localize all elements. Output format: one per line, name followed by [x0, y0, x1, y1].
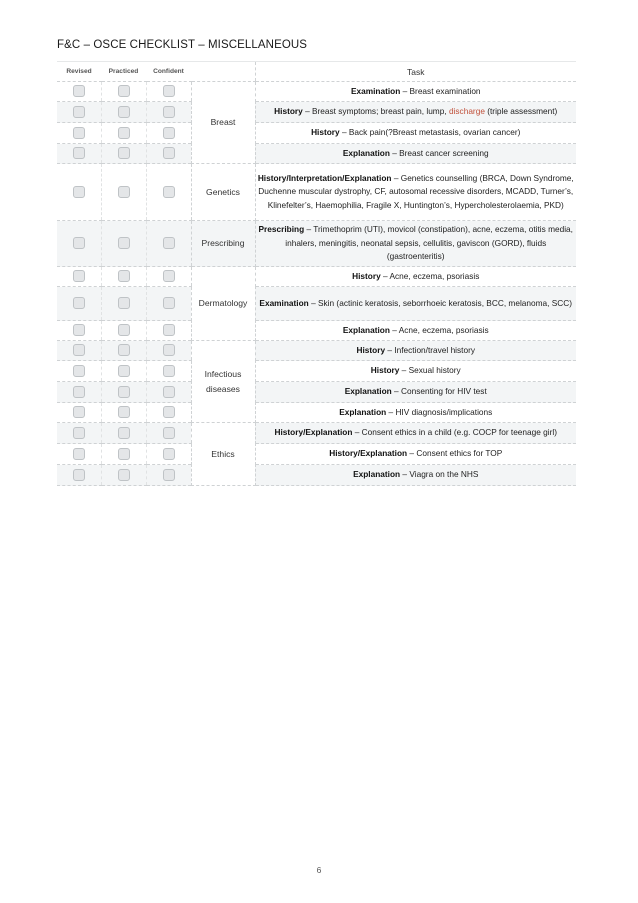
practiced-checkbox[interactable]	[118, 344, 130, 356]
table-row	[57, 221, 576, 267]
task-cell	[255, 382, 576, 403]
revised-checkbox[interactable]	[73, 237, 85, 249]
task-text: – Breast cancer screening	[389, 147, 489, 158]
task-type: History	[370, 365, 400, 376]
revised-checkbox[interactable]	[73, 106, 85, 118]
task-type: Examination	[350, 85, 401, 96]
page-number: 6	[316, 865, 322, 875]
task-cell	[255, 221, 576, 267]
table-row	[57, 287, 576, 321]
confident-checkbox[interactable]	[163, 469, 175, 481]
task-type: Explanation	[342, 147, 390, 158]
table-row	[57, 321, 576, 341]
confident-checkbox[interactable]	[163, 386, 175, 398]
confident-checkbox[interactable]	[163, 106, 175, 118]
revised-checkbox[interactable]	[73, 386, 85, 398]
confident-checkbox[interactable]	[163, 324, 175, 336]
table-row	[57, 423, 576, 444]
revised-checkbox[interactable]	[73, 344, 85, 356]
confident-checkbox[interactable]	[163, 85, 175, 97]
practiced-checkbox[interactable]	[118, 186, 130, 198]
practiced-checkbox[interactable]	[118, 386, 130, 398]
header-revised: Revised	[57, 62, 101, 82]
category-cell: Ethics	[191, 423, 255, 486]
practiced-checkbox[interactable]	[118, 297, 130, 309]
confident-checkbox[interactable]	[163, 270, 175, 282]
task-text: – Infection/travel history	[385, 344, 476, 355]
header-task: Task	[255, 62, 576, 82]
practiced-checkbox[interactable]	[118, 469, 130, 481]
task-text: – Consent ethics in a child (e.g. COCP for teenage girl)	[352, 427, 558, 438]
practiced-checkbox[interactable]	[118, 237, 130, 249]
confident-checkbox[interactable]	[163, 448, 175, 460]
table-row	[57, 361, 576, 382]
task-cell	[255, 321, 576, 341]
task-text: – Acne, eczema, psoriasis	[389, 324, 489, 335]
confident-checkbox[interactable]	[163, 365, 175, 377]
task-text: – Trimethoprim (UTI), movicol (constipation), acne, eczema, otitis media, inhalers, meningitis, neonatal sepsis, cellulitis, gaviscon (GORD), fluids (gastroenteritis)	[285, 224, 573, 262]
table-row	[57, 82, 576, 102]
task-type: Explanation	[344, 386, 392, 397]
task-cell	[255, 102, 576, 123]
confident-checkbox[interactable]	[163, 406, 175, 418]
confident-checkbox[interactable]	[163, 427, 175, 439]
table-row	[57, 267, 576, 287]
task-text: – Genetics counselling (BRCA, Down Syndrome, Duchenne muscular dystrophy, CF, autosomal recessive disorders, MCADD, Turner’s, Klinefelter’s, Haemophilia, Fragile X, Huntington’s, Hypercholesterolaemia, PKD)	[258, 172, 574, 210]
task-type: Prescribing	[258, 224, 305, 235]
header-category	[191, 62, 255, 82]
category-label: Infectious diseases	[204, 368, 242, 394]
confident-checkbox[interactable]	[163, 344, 175, 356]
task-type: Explanation	[339, 406, 387, 417]
practiced-checkbox[interactable]	[118, 85, 130, 97]
revised-checkbox[interactable]	[73, 297, 85, 309]
task-type: Explanation	[353, 469, 401, 480]
category-cell	[191, 341, 255, 423]
table-row	[57, 465, 576, 486]
revised-checkbox[interactable]	[73, 186, 85, 198]
practiced-checkbox[interactable]	[118, 127, 130, 139]
task-text: – HIV diagnosis/implications	[386, 406, 493, 417]
table-row	[57, 123, 576, 144]
task-text: – Breast symptoms; breast pain, lump,	[302, 106, 449, 117]
practiced-checkbox[interactable]	[118, 365, 130, 377]
header-confident: Confident	[146, 62, 191, 82]
task-cell	[255, 164, 576, 221]
task-type: Explanation	[342, 324, 390, 335]
task-cell	[255, 123, 576, 144]
table-row	[57, 444, 576, 465]
task-text: – Sexual history	[399, 365, 461, 376]
category-cell: Dermatology	[191, 267, 255, 341]
task-cell	[255, 361, 576, 382]
task-type: History	[356, 344, 386, 355]
revised-checkbox[interactable]	[73, 469, 85, 481]
task-type: History	[352, 270, 381, 281]
practiced-checkbox[interactable]	[118, 427, 130, 439]
practiced-checkbox[interactable]	[118, 406, 130, 418]
task-type: History	[311, 127, 340, 138]
revised-checkbox[interactable]	[73, 147, 85, 159]
task-type: History/Explanation	[329, 448, 408, 459]
task-type: History/Explanation	[274, 427, 353, 438]
confident-checkbox[interactable]	[163, 297, 175, 309]
task-highlight: discharge	[448, 106, 485, 117]
practiced-checkbox[interactable]	[118, 106, 130, 118]
task-text: – Consenting for HIV test	[391, 386, 487, 397]
page-title: F&C – OSCE CHECKLIST – MISCELLANEOUS	[57, 39, 308, 51]
confident-checkbox[interactable]	[163, 147, 175, 159]
task-cell	[255, 423, 576, 444]
table-row	[57, 144, 576, 164]
task-cell	[255, 444, 576, 465]
confident-checkbox[interactable]	[163, 237, 175, 249]
task-text: – Acne, eczema, psoriasis	[380, 270, 480, 281]
task-text: – Consent ethics for TOP	[407, 448, 503, 459]
table-row	[57, 102, 576, 123]
task-type: History/Interpretation/Explanation	[257, 172, 392, 183]
category-cell: Genetics	[191, 164, 255, 221]
task-cell	[255, 144, 576, 164]
table-row	[57, 164, 576, 221]
task-cell	[255, 287, 576, 321]
task-text: (triple assessment)	[484, 106, 558, 117]
checklist-table	[57, 61, 576, 486]
task-text: – Breast examination	[400, 85, 481, 96]
table-header-row	[57, 62, 576, 82]
revised-checkbox[interactable]	[73, 270, 85, 282]
task-cell	[255, 403, 576, 423]
revised-checkbox[interactable]	[73, 427, 85, 439]
revised-checkbox[interactable]	[73, 448, 85, 460]
task-cell	[255, 465, 576, 486]
revised-checkbox[interactable]	[73, 324, 85, 336]
task-text: – Viagra on the NHS	[400, 469, 479, 480]
confident-checkbox[interactable]	[163, 186, 175, 198]
practiced-checkbox[interactable]	[118, 448, 130, 460]
practiced-checkbox[interactable]	[118, 270, 130, 282]
task-cell	[255, 341, 576, 361]
task-text: – Back pain(?Breast metastasis, ovarian cancer)	[339, 127, 521, 138]
task-cell	[255, 267, 576, 287]
category-cell: Prescribing	[191, 221, 255, 267]
header-practiced: Practiced	[101, 62, 146, 82]
revised-checkbox[interactable]	[73, 365, 85, 377]
task-type: Examination	[259, 297, 309, 308]
table-row	[57, 341, 576, 361]
revised-checkbox[interactable]	[73, 127, 85, 139]
category-cell: Breast	[191, 82, 255, 164]
task-text: – Skin (actinic keratosis, seborrhoeic keratosis, BCC, melanoma, SCC)	[308, 297, 573, 308]
revised-checkbox[interactable]	[73, 406, 85, 418]
table-row	[57, 382, 576, 403]
practiced-checkbox[interactable]	[118, 324, 130, 336]
practiced-checkbox[interactable]	[118, 147, 130, 159]
task-cell	[255, 82, 576, 102]
confident-checkbox[interactable]	[163, 127, 175, 139]
table-row	[57, 403, 576, 423]
revised-checkbox[interactable]	[73, 85, 85, 97]
task-type: History	[274, 106, 303, 117]
